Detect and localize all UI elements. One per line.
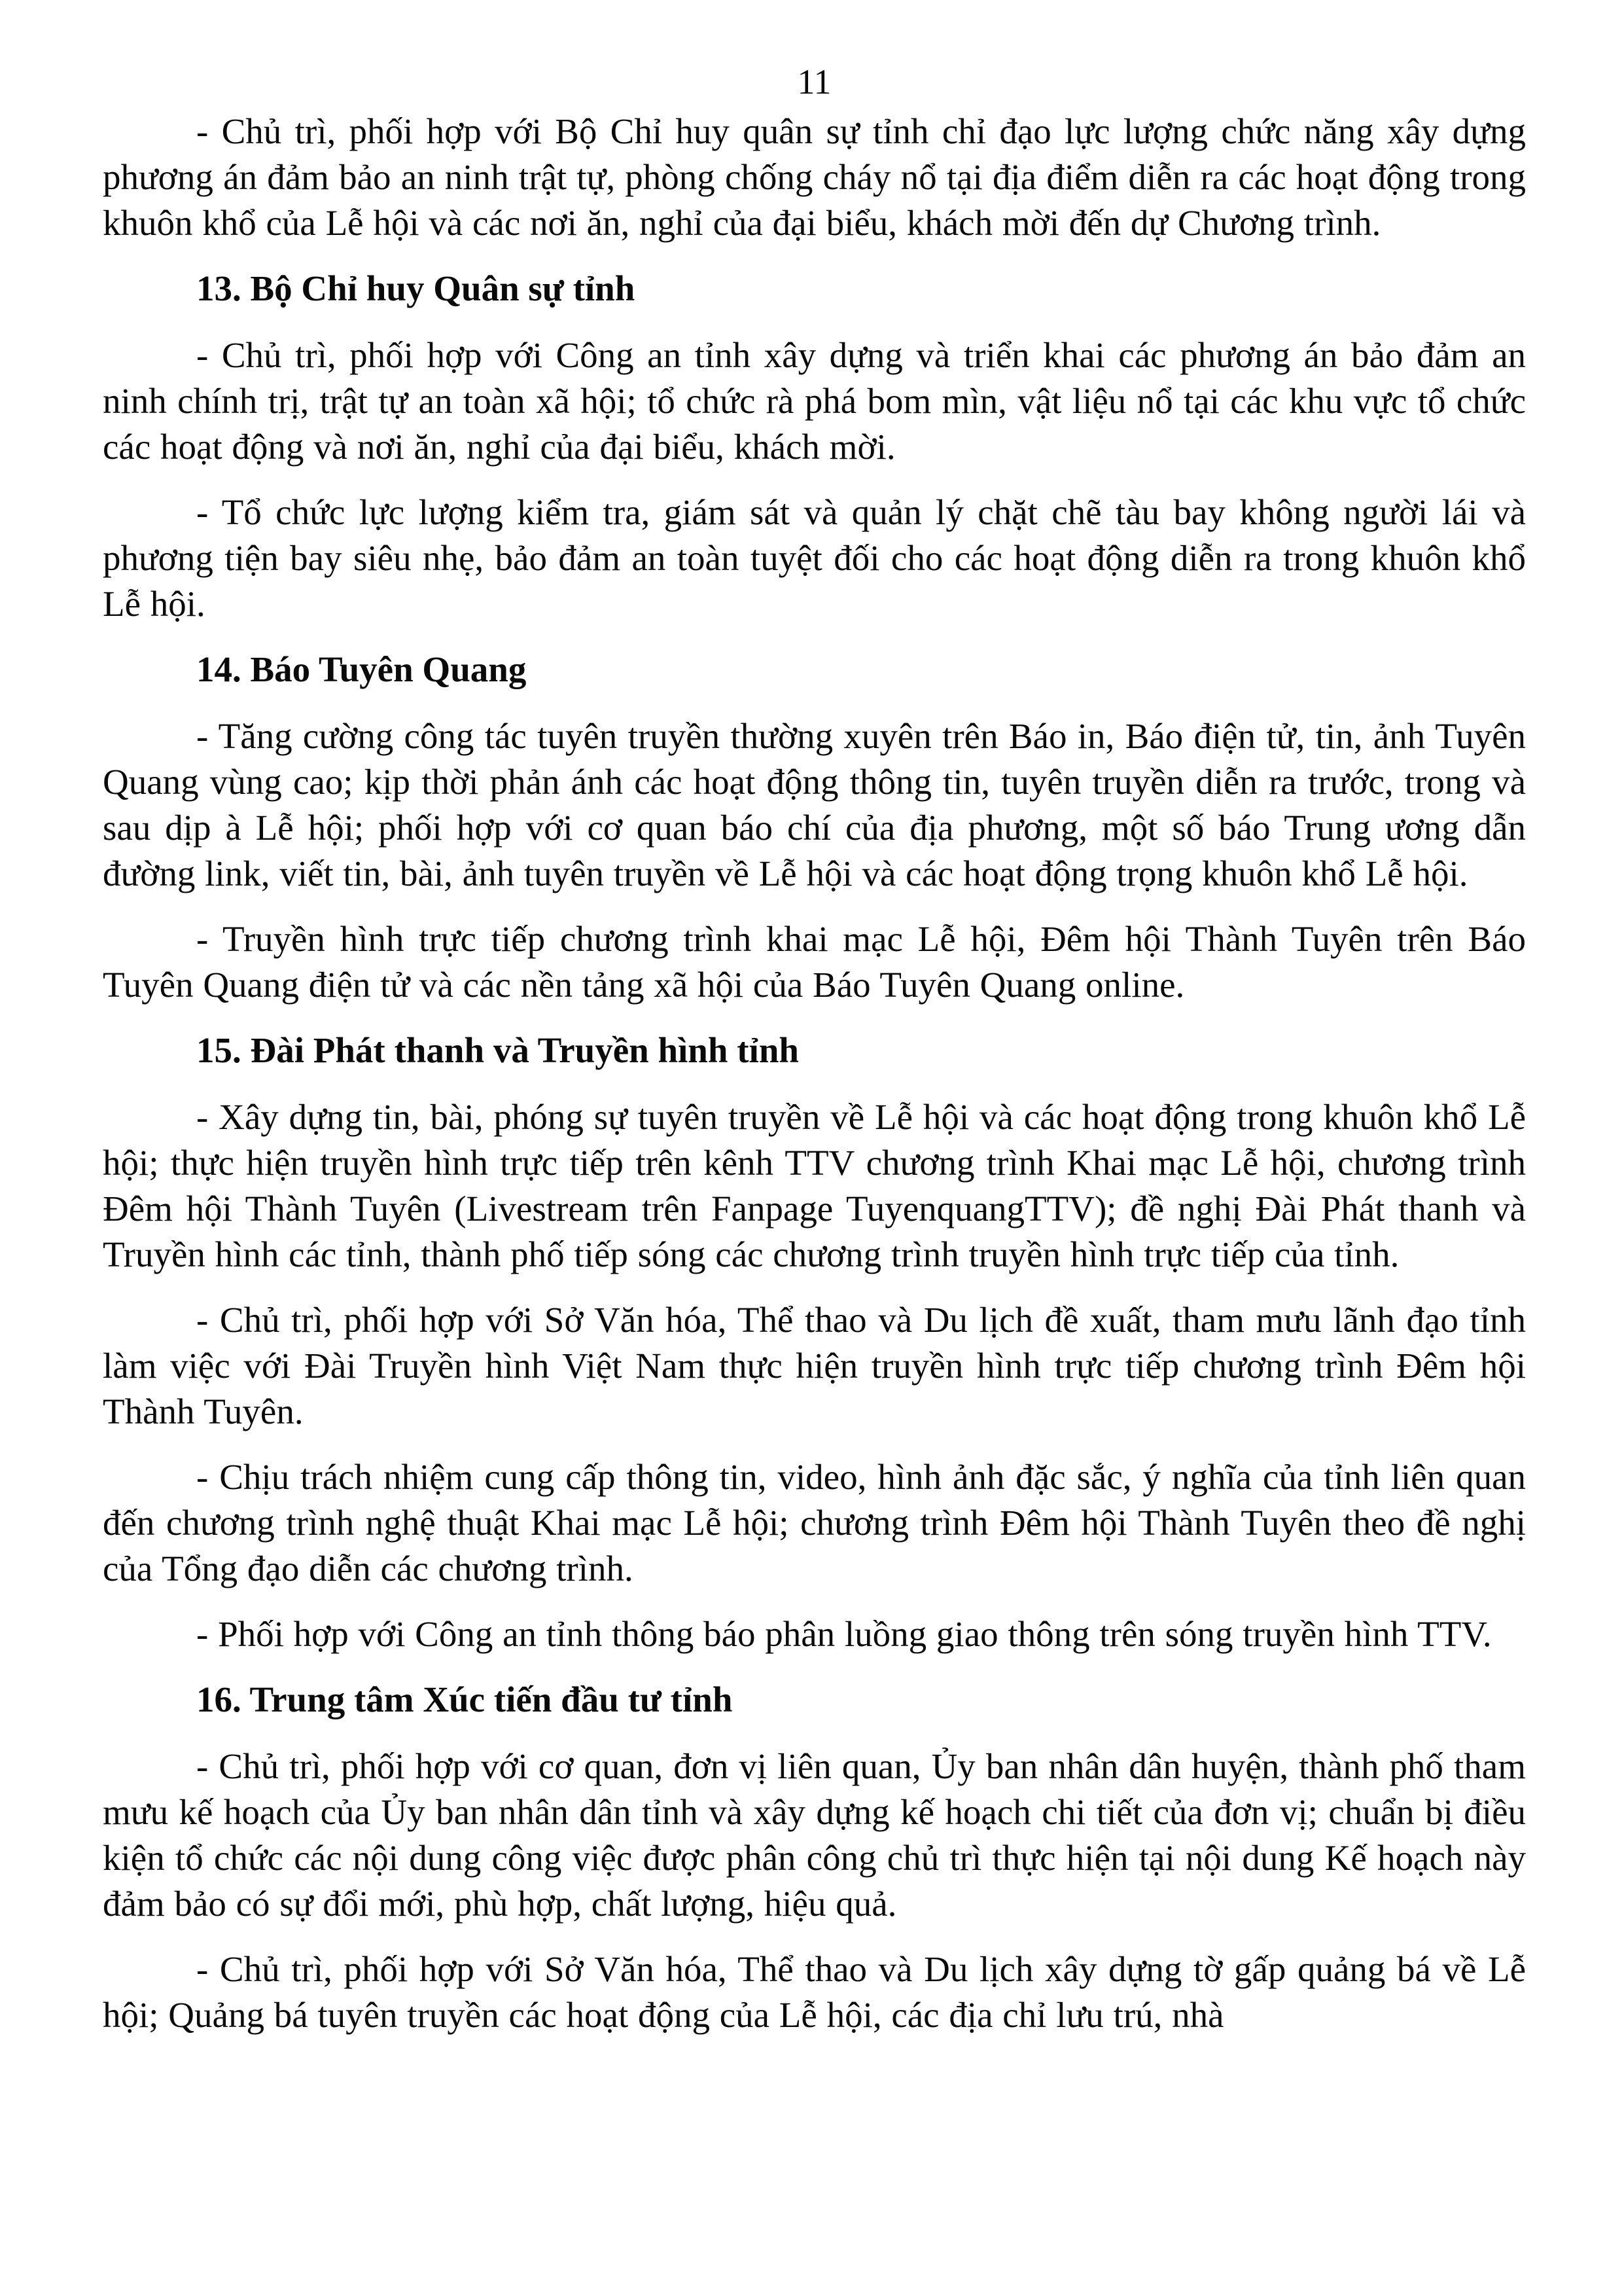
paragraph: - Xây dựng tin, bài, phóng sự tuyên truyền về Lễ hội và các hoạt động trong khuôn khổ Lễ hội; thực hiện truyền hình trực tiếp trên kênh TTV chương trình Khai mạc Lễ hội, chương trình Đêm hội Thành Tuyên (Livestream trên Fanpage TuyenquangTTV); đề nghị Đài Phát thanh và Truyền hình các tỉnh, thành phố tiếp sóng các chương trình truyền hình trực tiếp của tỉnh. <box>103 1097 1526 1274</box>
page-number: 11 <box>797 62 832 101</box>
section-heading-16: 16. Trung tâm Xúc tiến đầu tư tỉnh <box>196 1679 733 1719</box>
paragraph: - Chủ trì, phối hợp với Sở Văn hóa, Thể thao và Du lịch xây dựng tờ gấp quảng bá về Lễ hội; Quảng bá tuyên truyền các hoạt động của Lễ hội, các địa chỉ lưu trú, nhà <box>103 1949 1526 2035</box>
paragraph: - Chịu trách nhiệm cung cấp thông tin, video, hình ảnh đặc sắc, ý nghĩa của tỉnh liên quan đến chương trình nghệ thuật Khai mạc Lễ hội; chương trình Đêm hội Thành Tuyên theo đề nghị của Tổng đạo diễn các chương trình. <box>103 1457 1526 1588</box>
paragraph: - Truyền hình trực tiếp chương trình khai mạc Lễ hội, Đêm hội Thành Tuyên trên Báo Tuyên Quang điện tử và các nền tảng xã hội của Báo Tuyên Quang online. <box>103 919 1526 1005</box>
paragraph: - Tăng cường công tác tuyên truyền thường xuyên trên Báo in, Báo điện tử, tin, ảnh Tuyên Quang vùng cao; kịp thời phản ánh các hoạt động thông tin, tuyên truyền diễn ra trước, trong và sau dịp à Lễ hội; phối hợp với cơ quan báo chí của địa phương, một số báo Trung ương dẫn đường link, viết tin, bài, ảnh tuyên truyền về Lễ hội và các hoạt động trọng khuôn khổ Lễ hội. <box>103 716 1526 893</box>
paragraph: - Tổ chức lực lượng kiểm tra, giám sát và quản lý chặt chẽ tàu bay không người lái và phương tiện bay siêu nhẹ, bảo đảm an toàn tuyệt đối cho các hoạt động diễn ra trong khuôn khổ Lễ hội. <box>103 492 1526 624</box>
paragraph: - Phối hợp với Công an tỉnh thông báo phân luồng giao thông trên sóng truyền hình TTV. <box>196 1614 1492 1654</box>
section-heading-15: 15. Đài Phát thanh và Truyền hình tỉnh <box>196 1030 800 1070</box>
paragraph: - Chủ trì, phối hợp với Bộ Chỉ huy quân sự tỉnh chỉ đạo lực lượng chức năng xây dựng phương án đảm bảo an ninh trật tự, phòng chống cháy nổ tại địa điểm diễn ra các hoạt động trong khuôn khổ của Lễ hội và các nơi ăn, nghỉ của đại biểu, khách mời đến dự Chương trình. <box>103 111 1526 243</box>
paragraph: - Chủ trì, phối hợp với Công an tỉnh xây dựng và triển khai các phương án bảo đảm an ninh chính trị, trật tự an toàn xã hội; tổ chức rà phá bom mìn, vật liệu nổ tại các khu vực tổ chức các hoạt động và nơi ăn, nghỉ của đại biểu, khách mời. <box>103 335 1526 467</box>
paragraph: - Chủ trì, phối hợp với cơ quan, đơn vị liên quan, Ủy ban nhân dân huyện, thành phố tham mưu kế hoạch của Ủy ban nhân dân tỉnh và xây dựng kế hoạch chi tiết của đơn vị; chuẩn bị điều kiện tổ chức các nội dung công việc được phân công chủ trì thực hiện tại nội dung Kế hoạch này đảm bảo có sự đổi mới, phù hợp, chất lượng, hiệu quả. <box>103 1746 1526 1924</box>
paragraph: - Chủ trì, phối hợp với Sở Văn hóa, Thể thao và Du lịch đề xuất, tham mưu lãnh đạo tỉnh làm việc với Đài Truyền hình Việt Nam thực hiện truyền hình trực tiếp chương trình Đêm hội Thành Tuyên. <box>103 1300 1526 1431</box>
document-content <box>103 60 1526 2038</box>
section-heading-13: 13. Bộ Chỉ huy Quân sự tỉnh <box>196 268 635 308</box>
section-heading-14: 14. Báo Tuyên Quang <box>196 649 527 689</box>
